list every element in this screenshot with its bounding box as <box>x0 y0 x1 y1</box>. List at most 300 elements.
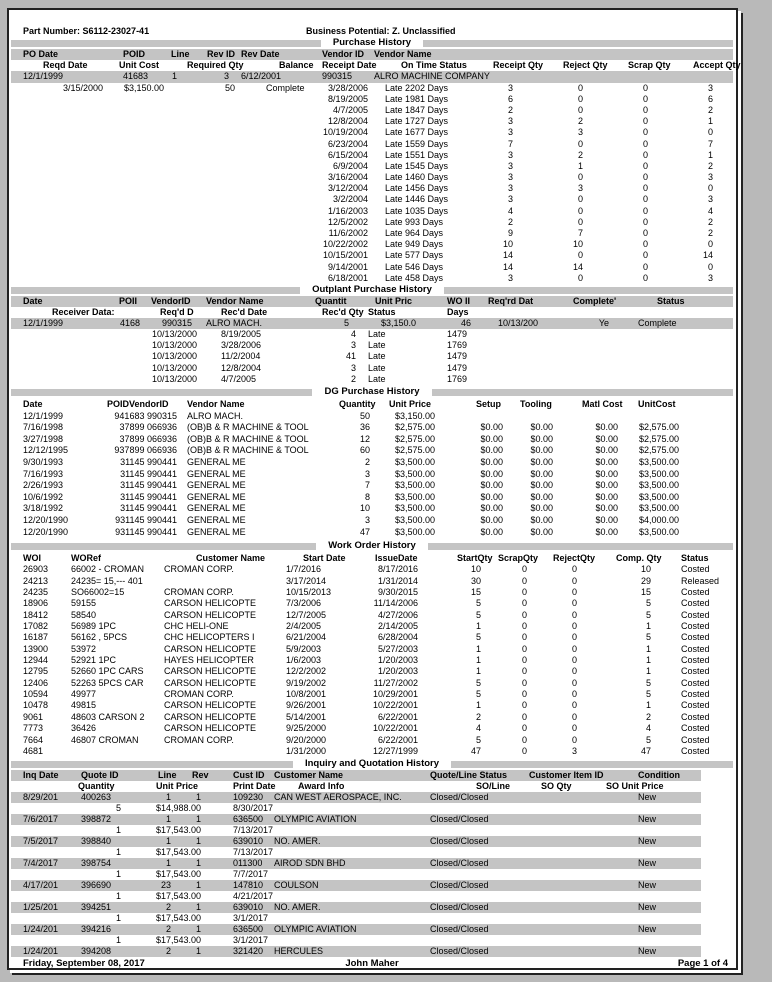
dg-row <box>11 457 733 469</box>
footer-page-number: Page 1 of 4 <box>677 958 728 969</box>
inq-date-cell: 7/6/2017 <box>23 814 59 824</box>
woi-cell: 4681 <box>23 745 44 756</box>
reject-qty-cell: 0 <box>571 643 577 654</box>
col-header: Quantit <box>315 296 347 306</box>
line-cell: 23 <box>160 880 171 890</box>
ph-receipt-row <box>11 116 733 127</box>
scrap-qty-cell: 0 <box>642 272 648 283</box>
comp-qty-cell: 15 <box>640 587 651 598</box>
start-date-cell: 3/17/2014 <box>286 575 327 586</box>
col-header: Unit Pric <box>375 296 413 306</box>
start-date-cell: 9/20/2000 <box>286 734 327 745</box>
on-time-status-cell: Late 1559 Days <box>385 138 449 149</box>
col-header: Condition <box>638 770 680 780</box>
scrap-qty-cell: 0 <box>521 632 527 643</box>
start-qty-cell: 2 <box>475 711 481 722</box>
customer-name-cell: NO. AMER. <box>274 902 321 912</box>
setup-cell: $0.00 <box>480 468 503 479</box>
matl-cost-cell: $0.00 <box>595 526 618 537</box>
tooling-cell: $0.00 <box>530 445 553 456</box>
start-date-cell: 5/14/2001 <box>286 711 327 722</box>
work-order-table <box>11 553 733 757</box>
start-date-cell: 1/6/2003 <box>286 655 322 666</box>
reject-qty-cell: 0 <box>571 734 577 745</box>
col-header: Start Date <box>303 553 346 563</box>
vendor-name-cell: GENERAL ME <box>187 468 246 479</box>
col-header: Status <box>368 307 396 318</box>
col-header: Vendor ID <box>322 49 365 59</box>
ph-receipt-rows <box>11 94 733 284</box>
receipt-date-cell: 3/16/2004 <box>327 172 368 183</box>
unit-cost-cell: $2,575.00 <box>638 422 679 433</box>
comp-qty-cell: 1 <box>645 655 651 666</box>
purchase-history-table <box>11 49 741 284</box>
quantity-cell: 60 <box>359 445 370 456</box>
quantity-cell: 36 <box>359 422 370 433</box>
ph-receipt-row <box>11 127 733 138</box>
receipt-date-cell: 6/23/2004 <box>327 138 368 149</box>
scrap-qty-cell: 0 <box>521 587 527 598</box>
receipt-date-cell: 10/22/2002 <box>322 239 368 250</box>
col-header: On Time Status <box>401 60 467 71</box>
recd-date-cell: 3/28/2006 <box>221 340 262 351</box>
woref-cell: 56162 , 5PCS <box>71 632 128 643</box>
on-time-status-cell: Late 1446 Days <box>385 194 449 205</box>
unit-cost-cell: $3,500.00 <box>638 503 679 514</box>
inq-date-cell: 7/4/2017 <box>23 858 59 868</box>
customer-name-cell: OLYMPIC AVIATION <box>274 924 357 934</box>
rev-cell: 1 <box>195 902 201 912</box>
wo-row <box>11 598 733 609</box>
comp-qty-cell: 5 <box>645 632 651 643</box>
status-cell: Costed <box>681 734 710 745</box>
reject-qty-cell: 2 <box>577 149 583 160</box>
reject-qty-cell: 0 <box>571 621 577 632</box>
setup-cell: $0.00 <box>480 433 503 444</box>
status-cell: Costed <box>681 632 710 643</box>
col-header: Rev <box>192 770 209 780</box>
inq-detail-row <box>11 847 733 858</box>
dg-row <box>11 434 733 446</box>
recd-date-cell: 8/19/2005 <box>221 329 262 340</box>
on-time-status-cell: Late 458 Days <box>385 272 444 283</box>
reject-qty-cell: 7 <box>577 228 583 238</box>
start-qty-cell: 30 <box>470 575 481 586</box>
customer-name-cell: HERCULES <box>274 946 324 956</box>
receipt-qty-cell: 3 <box>507 183 513 194</box>
start-qty-cell: 15 <box>470 587 481 598</box>
start-date-cell: 6/21/2004 <box>286 632 327 643</box>
recd-qty-cell: 41 <box>345 351 356 362</box>
comp-qty-cell: 1 <box>645 666 651 677</box>
issue-date-cell: 10/29/2001 <box>372 689 418 700</box>
receipt-date-cell: 1/16/2003 <box>327 205 368 216</box>
wo-row <box>11 632 733 643</box>
woi-cell: 12795 <box>23 666 49 677</box>
unit-price-cell: $3,500.00 <box>394 491 435 502</box>
col-header: Customer Name <box>196 553 266 563</box>
woi-cell: 12406 <box>23 677 49 688</box>
receipt-qty-cell: 3 <box>507 194 513 205</box>
wo-row <box>11 666 733 677</box>
status-cell: Costed <box>681 587 710 598</box>
reject-qty-cell: 3 <box>577 127 583 138</box>
po-date-cell: 12/1/1999 <box>23 71 64 82</box>
scrap-qty-cell: 0 <box>521 575 527 586</box>
customer-name-cell: COULSON <box>274 880 319 890</box>
woref-cell: 59155 <box>71 598 97 609</box>
receipt-qty-cell: 7 <box>507 138 513 149</box>
ph-receipt-row <box>11 273 733 284</box>
woref-cell: 48603 CARSON 2 <box>71 711 145 722</box>
unit-cost-cell: $3,500.00 <box>638 468 679 479</box>
cust-id-cell: 147810 <box>233 880 264 890</box>
vendor-name-cell: GENERAL ME <box>187 456 246 467</box>
quantity-cell: 1 <box>115 891 121 901</box>
section-title-purchase-history <box>11 38 733 48</box>
woi-cell: 9061 <box>23 711 44 722</box>
ph-receipt-row <box>11 228 733 239</box>
reject-qty-cell: 0 <box>571 632 577 643</box>
customer-name-cell: AIROD SDN BHD <box>274 858 346 868</box>
quote-id-cell: 398840 <box>81 836 112 846</box>
col-header: Status <box>657 296 685 306</box>
on-time-status-cell: Late 1456 Days <box>385 183 449 194</box>
start-qty-cell: 10 <box>470 564 481 575</box>
outplant-table <box>11 296 733 385</box>
unit-price-cell: $3,150.0 <box>380 318 416 329</box>
vendor-name-cell: (OB)B & R MACHINE & TOOL <box>187 445 309 456</box>
ph-receipt-row <box>11 194 733 205</box>
unit-price-cell: $3,500.00 <box>394 526 435 537</box>
reject-qty-cell: 0 <box>571 677 577 688</box>
scrap-qty-cell: 0 <box>642 183 648 194</box>
issue-date-cell: 12/27/1999 <box>372 745 418 756</box>
ph-receipt-row <box>11 139 733 150</box>
col-header: UnitCost <box>638 399 676 409</box>
accept-qty-cell: 3 <box>707 272 713 283</box>
date-cell: 9/30/1993 <box>23 456 64 467</box>
required-qty-cell: 50 <box>224 82 235 93</box>
vendor-name-cell: GENERAL ME <box>187 491 246 502</box>
footer-user: John Maher <box>345 958 399 969</box>
poid-vendor-cell: 31145 990441 <box>120 456 177 467</box>
unit-price-cell: $17,543.00 <box>155 869 201 879</box>
reqd-date-cell: 10/13/2000 <box>151 329 197 340</box>
col-header: Matl Cost <box>582 399 623 409</box>
reject-qty-cell: 0 <box>577 205 583 216</box>
issue-date-cell: 11/14/2006 <box>373 598 418 609</box>
issue-date-cell: 1/31/2014 <box>377 575 418 586</box>
receipt-date-cell: 3/12/2004 <box>327 183 368 194</box>
inq-quote-row <box>11 836 701 847</box>
report-page <box>7 8 741 970</box>
poid-vendor-cell: 31145 990441 <box>120 503 177 514</box>
poid-vendor-cell: 37899 066936 <box>119 433 177 444</box>
start-qty-cell: 5 <box>475 632 481 643</box>
unit-price-cell: $3,500.00 <box>394 456 435 467</box>
customer-name-cell: CARSON HELICOPTE <box>164 677 257 688</box>
recd-qty-cell: 3 <box>350 362 356 373</box>
col-header: WORef <box>71 553 101 563</box>
quantity-cell: 1 <box>115 869 121 879</box>
receipt-qty-cell: 14 <box>502 261 513 272</box>
scrap-qty-cell: 0 <box>521 609 527 620</box>
date-cell: 12/12/1995 <box>23 445 69 456</box>
woref-cell: 53972 <box>71 643 97 654</box>
col-header: Rev ID <box>207 49 236 59</box>
wo-row <box>11 735 733 746</box>
dg-rows <box>11 411 733 539</box>
status-cell: Released <box>681 575 720 586</box>
woi-cell: 17082 <box>23 621 49 632</box>
inquiry-table <box>11 770 733 957</box>
scrap-qty-cell: 0 <box>642 228 648 238</box>
scrap-qty-cell: 0 <box>642 82 648 93</box>
line-cell: 2 <box>165 902 171 912</box>
tooling-cell: $0.00 <box>530 468 553 479</box>
reqd-date-cell: 10/13/2000 <box>151 351 197 362</box>
issue-date-cell: 6/28/2004 <box>377 632 418 643</box>
section-title: DG Purchase History <box>324 386 420 397</box>
op-receiver-row <box>11 351 733 362</box>
quantity-cell: 5 <box>343 318 349 329</box>
quantity-cell: 1 <box>115 847 121 857</box>
reject-qty-cell: 0 <box>571 666 577 677</box>
receipt-date-cell: 12/5/2002 <box>327 216 368 227</box>
matl-cost-cell: $0.00 <box>595 433 618 444</box>
comp-qty-cell: 1 <box>645 621 651 632</box>
reqd-date-cell: 10/13/2000 <box>151 362 197 373</box>
scrap-qty-cell: 0 <box>521 677 527 688</box>
reject-qty-cell: 0 <box>577 216 583 227</box>
scrap-qty-cell: 0 <box>642 250 648 261</box>
scrap-qty-cell: 0 <box>521 745 527 756</box>
quote-status-cell: Closed/Closed <box>430 858 489 868</box>
inq-date-cell: 1/25/201 <box>23 902 59 912</box>
cust-id-cell: 011300 <box>233 858 263 868</box>
receipt-date-cell: 12/8/2004 <box>327 116 368 127</box>
woref-cell: 52921 1PC <box>71 655 117 666</box>
line-cell: 1 <box>165 836 171 846</box>
days-cell: 1479 <box>447 329 468 340</box>
woi-cell: 7773 <box>23 723 44 734</box>
scrap-qty-cell: 0 <box>521 643 527 654</box>
vendor-id-cell: 990315 <box>161 318 192 329</box>
reject-qty-cell: 0 <box>577 194 583 205</box>
scrap-qty-cell: 0 <box>642 116 648 127</box>
status-cell: Costed <box>681 689 710 700</box>
wo-row <box>11 689 733 700</box>
status-cell: Costed <box>681 621 710 632</box>
col-header: Comp. Qty <box>616 553 662 563</box>
accept-qty-cell: 0 <box>707 261 713 272</box>
col-header: StartQty <box>457 553 493 563</box>
col-header: SO/Line <box>476 781 511 791</box>
col-header: Days <box>447 307 469 318</box>
status-cell: Late <box>368 340 386 351</box>
vendor-name-cell: GENERAL ME <box>187 503 246 514</box>
receipt-qty-cell: 14 <box>502 250 513 261</box>
reject-qty-cell: 0 <box>577 93 583 104</box>
issue-date-cell: 2/14/2005 <box>377 621 418 632</box>
wo-row <box>11 655 733 666</box>
start-qty-cell: 1 <box>475 621 481 632</box>
customer-name-cell: CARSON HELICOPTE <box>164 711 257 722</box>
condition-cell: New <box>638 902 657 912</box>
status-cell: Costed <box>681 564 710 575</box>
recd-qty-cell: 4 <box>350 329 356 340</box>
vendor-name-cell: GENERAL ME <box>187 526 246 537</box>
woi-cell: 7664 <box>23 734 44 745</box>
accept-qty-cell: 0 <box>707 183 713 194</box>
quote-id-cell: 398872 <box>81 814 112 824</box>
col-header: Quantity <box>78 781 115 791</box>
setup-cell: $0.00 <box>480 491 503 502</box>
wo-row <box>11 712 733 723</box>
col-header: Award Info <box>298 781 345 791</box>
inq-detail-row <box>11 825 733 836</box>
scrap-qty-cell: 0 <box>521 564 527 575</box>
scrap-qty-cell: 0 <box>642 261 648 272</box>
ph-receipt-row <box>11 172 733 183</box>
recd-qty-cell: 3 <box>350 340 356 351</box>
dg-row <box>11 515 733 527</box>
title-rule-left <box>11 40 321 47</box>
issue-date-cell: 6/22/2001 <box>377 734 418 745</box>
accept-qty-cell: 14 <box>702 250 713 261</box>
unit-price-cell: $17,543.00 <box>155 847 201 857</box>
reject-qty-cell: 1 <box>577 160 583 171</box>
status-cell: Costed <box>681 677 710 688</box>
receipt-qty-cell: 3 <box>507 149 513 160</box>
customer-name-cell: CARSON HELICOPTE <box>164 666 257 677</box>
unit-cost-cell: $2,575.00 <box>638 433 679 444</box>
woi-cell: 10594 <box>23 689 49 700</box>
quote-status-cell: Closed/Closed <box>430 880 489 890</box>
poid-vendor-cell: 931145 990441 <box>115 526 177 537</box>
woref-cell: 49977 <box>71 689 97 700</box>
title-rule-right <box>432 389 733 396</box>
quantity-cell: 3 <box>364 468 370 479</box>
quote-status-cell: Closed/Closed <box>430 924 489 934</box>
customer-name-cell: CROMAN CORP. <box>164 689 234 700</box>
scrap-qty-cell: 0 <box>521 689 527 700</box>
start-qty-cell: 1 <box>475 655 481 666</box>
ph-header-row-1 <box>11 49 733 60</box>
col-header: POII <box>119 296 138 306</box>
issue-date-cell: 10/22/2001 <box>372 723 418 734</box>
receipt-date-cell: 11/6/2002 <box>328 228 368 238</box>
recd-date-cell: 12/8/2004 <box>221 362 262 373</box>
col-header: Date <box>23 296 43 306</box>
customer-name-cell: HAYES HELICOPTER <box>164 655 254 666</box>
on-time-status-cell: Late 949 Days <box>385 239 444 250</box>
rev-cell: 1 <box>195 946 201 956</box>
quote-id-cell: 398754 <box>81 858 112 868</box>
date-cell: 12/20/1990 <box>23 526 69 537</box>
reqd-date-cell: 3/15/2000 <box>62 82 103 93</box>
wo-header-row <box>11 553 733 564</box>
col-header: VendorID <box>151 296 191 306</box>
scrap-qty-cell: 0 <box>521 666 527 677</box>
tooling-cell: $0.00 <box>530 456 553 467</box>
scrap-qty-cell: 0 <box>521 711 527 722</box>
customer-name-cell: CROMAN CORP. <box>164 734 234 745</box>
accept-qty-cell: 3 <box>707 82 713 93</box>
date-cell: 12/20/1990 <box>23 514 69 525</box>
scrap-qty-cell: 0 <box>642 194 648 205</box>
comp-qty-cell: 5 <box>645 609 651 620</box>
wo-row <box>11 564 733 575</box>
on-time-status-cell: Late 577 Days <box>385 250 444 261</box>
accept-qty-cell: 3 <box>707 194 713 205</box>
col-header: SO Unit Price <box>606 781 664 791</box>
tooling-cell: $0.00 <box>530 480 553 491</box>
receipt-qty-cell: 10 <box>502 239 513 250</box>
receipt-date-cell: 6/9/2004 <box>332 160 368 171</box>
rev-cell: 1 <box>195 858 201 868</box>
start-date-cell: 1/31/2000 <box>286 745 327 756</box>
receipt-qty-cell: 9 <box>507 228 513 238</box>
start-qty-cell: 5 <box>475 677 481 688</box>
unit-cost-cell: $3,500.00 <box>638 526 679 537</box>
col-header: Line <box>158 770 177 780</box>
tooling-cell: $0.00 <box>530 514 553 525</box>
op-receiver-row <box>11 374 733 385</box>
quote-status-cell: Closed/Closed <box>430 836 489 846</box>
start-date-cell: 9/26/2001 <box>286 700 327 711</box>
scrap-qty-cell: 0 <box>642 160 648 171</box>
col-header: SO Qty <box>541 781 572 791</box>
tooling-cell: $0.00 <box>530 526 553 537</box>
reject-qty-cell: 0 <box>571 700 577 711</box>
inq-date-cell: 1/24/201 <box>23 924 59 934</box>
section-title-dg <box>11 387 733 397</box>
accept-qty-cell: 2 <box>707 160 713 171</box>
inq-date-cell: 7/5/2017 <box>23 836 59 846</box>
inq-date-cell: 4/17/201 <box>23 880 59 890</box>
setup-cell: $0.00 <box>480 445 503 456</box>
woref-cell: 52263 5PCS CAR <box>71 677 144 688</box>
status-cell: Costed <box>681 598 710 609</box>
dg-row <box>11 503 733 515</box>
setup-cell: $0.00 <box>480 503 503 514</box>
condition-cell: New <box>638 880 657 890</box>
reject-qty-cell: 0 <box>571 723 577 734</box>
scrap-qty-cell: 0 <box>521 700 527 711</box>
condition-cell: New <box>638 946 657 956</box>
title-rule-right <box>444 287 733 294</box>
col-header: POIDVendorID <box>107 399 169 409</box>
issue-date-cell: 11/27/2002 <box>373 677 418 688</box>
matl-cost-cell: $0.00 <box>595 468 618 479</box>
wo-row <box>11 746 733 757</box>
ph-po-detail-row <box>11 83 733 94</box>
col-header: Rec'd Qty <box>322 307 364 318</box>
tooling-cell: $0.00 <box>530 433 553 444</box>
matl-cost-cell: $0.00 <box>595 480 618 491</box>
inq-quote-row <box>11 814 701 825</box>
on-time-status-cell: Late 546 Days <box>385 261 444 272</box>
receipt-qty-cell: 2 <box>507 216 513 227</box>
woref-cell: 56989 1PC <box>71 621 117 632</box>
matl-cost-cell: $0.00 <box>595 491 618 502</box>
start-date-cell: 12/7/2005 <box>286 609 327 620</box>
wo-id-cell: 46 <box>460 318 471 329</box>
receipt-qty-cell: 3 <box>507 172 513 183</box>
line-cell: 1 <box>171 71 177 82</box>
